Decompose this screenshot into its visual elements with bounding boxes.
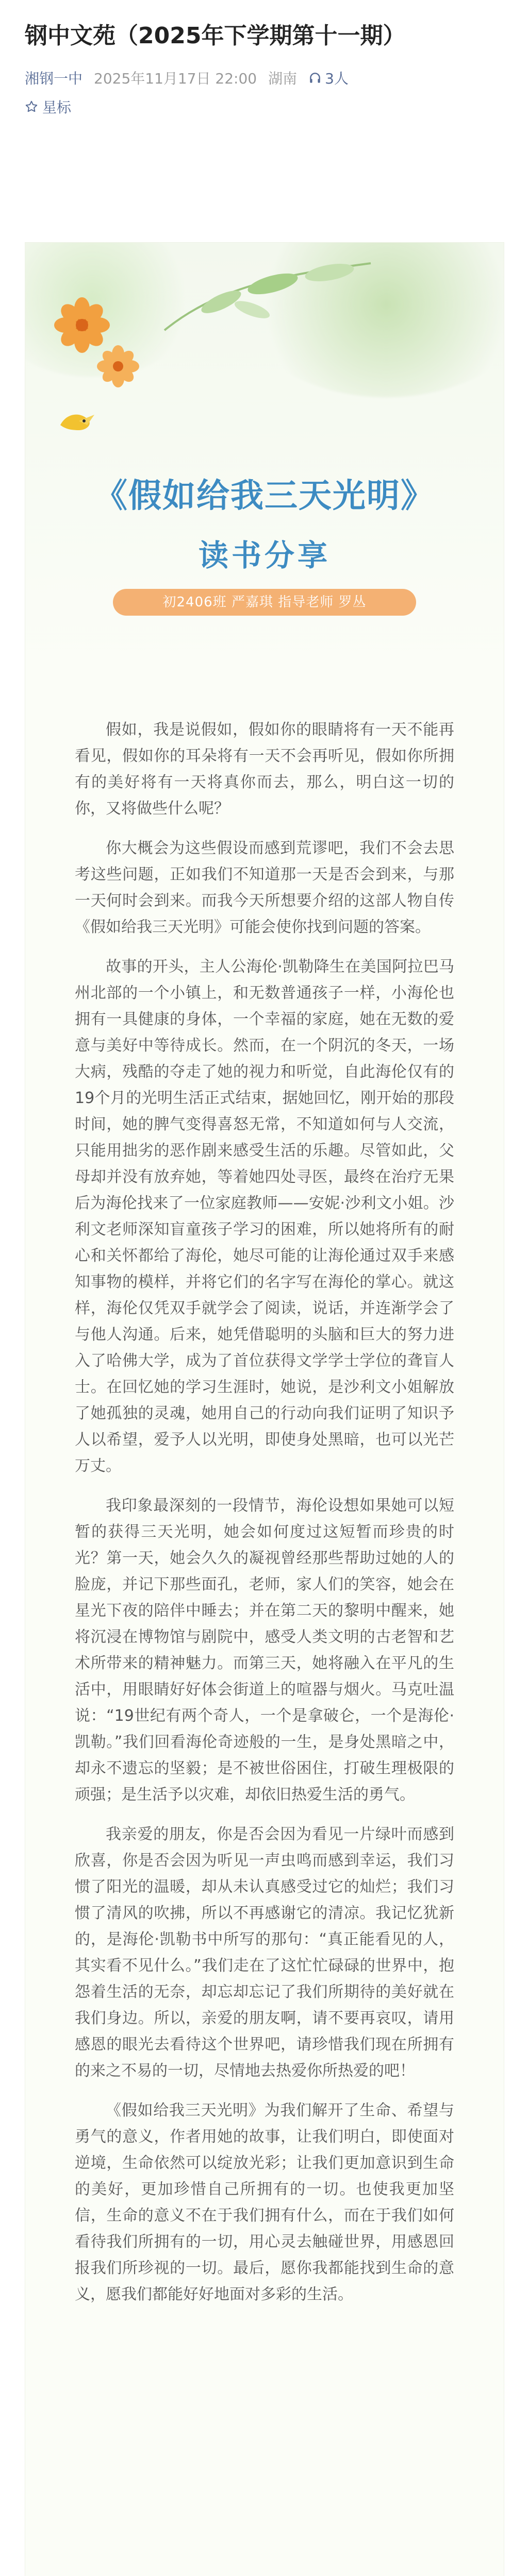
author-byline-pill: 初2406班 严嘉琪 指导老师 罗丛 xyxy=(113,589,416,616)
star-button[interactable] xyxy=(25,96,503,117)
listen-button[interactable] xyxy=(308,67,349,88)
body-paragraph: 我亲爱的朋友，你是否会因为看见一片绿叶而感到欣喜，你是否会因为听见一声虫鸣而感到幸运，我们习惯了阳光的温暖，却从未认真感受过它的灿烂；我们习惯了清风的吹拂，所以不再感谢它的清凉。我记忆犹新的，是海伦·凯勒书中所写的那句：“真正能看见的人，其实看不见什么。”我们走在了这忙忙碌碌的世界中，抱怨着生活的无奈，却忘却忘记了我们所期待的美好就在我们身边。所以，亲爱的朋友啊，请不要再哀叹，请用感恩的眼光去看待这个世界吧，请珍惜我们现在所拥有的来之不易的一切，尽情地去热爱你所热爱的吧！ xyxy=(75,1825,454,2080)
article-title: 钢中文苑（2025年下学期第十一期） xyxy=(25,23,406,49)
body-paragraph: 故事的开头，主人公海伦·凯勒降生在美国阿拉巴马州北部的一个小镇上，和无数普通孩子一样，小海伦也拥有一具健康的身体，一个幸福的家庭，她在无数的爱意与美好中等待成长。然而，在一个阴沉的冬天，一场大病，残酷的夺走了她的视力和听觉，自此海伦仅有的19个月的光明生活正式结束，据她回忆，刚开始的那段时间，她的脾气变得喜怒无常，不知道如何与人交流，只能用拙劣的恶作剧来感受生活的乐趣。尽管如此，父母却并没有放弃她，等着她四处寻医，最终在治疗无果后为海伦找来了一位家庭教师——安妮·沙利文小姐。沙利文老师深知盲童孩子学习的困难，所以她将所有的耐心和关怀都给了海伦，她尽可能的让海伦通过双手来感知事物的模样，并将它们的名字写在海伦的掌心。就这样，海伦仅凭双手就学会了阅读，说话，并连渐学会了与他人沟通。后来，她凭借聪明的头脑和巨大的努力进入了哈佛大学，成为了首位获得文学学士学位的聋盲人士。在回忆她的学习生涯时，她说，是沙利文小姐解放了她孤独的灵魂，她用自己的行动向我们证明了知识予人以希望，爱予人以光明，即使身处黑暗，也可以光芒万丈。 xyxy=(75,958,454,1475)
body-paragraph: 我印象最深刻的一段情节，海伦设想如果她可以短暂的获得三天光明，她会如何度过这短暂而珍贵的时光？第一天，她会久久的凝视曾经那些帮助过她的人的脸庞，并记下那些面孔，老师，家人们的笑容，她会在星光下夜的陪伴中睡去；并在第二天的黎明中醒来，她将沉浸在博物馆与剧院中，感受人类文明的古老智和艺术所带来的精神魅力。而第三天，她将融入在平凡的生活中，用眼睛好好体会街道上的喧器与烟火。马克吐温说：“19世纪有两个奇人，一个是拿破仑，一个是海伦·凯勒。”我们回看海伦奇迹般的一生，是身处黑暗之中，却永不遗忘的坚毅；是不被世俗困住，打破生理极限的顽强；是生活予以灾难，却依旧热爱生活的勇气。 xyxy=(75,1497,454,1804)
article-content-card xyxy=(25,242,504,2576)
headphones-icon xyxy=(308,71,322,84)
publish-datetime: 2025年11月17日 22:00 xyxy=(94,70,257,87)
publish-region: 湖南 xyxy=(268,70,298,87)
listen-count: 3人 xyxy=(325,70,349,87)
body-paragraph: 你大概会为这些假设而感到荒谬吧，我们不会去思考这些问题，正如我们不知道那一天是否会到来，与那一天何时会到来。而我今天所想要介绍的这部人物自传《假如给我三天光明》可能会使你找到问题的答案。 xyxy=(75,839,454,936)
orange-flowers-icon xyxy=(46,289,149,397)
book-subtitle-heading: 读书分享 xyxy=(198,538,331,573)
leaves-illustration xyxy=(159,253,376,335)
star-outline-icon xyxy=(25,100,38,113)
article-meta xyxy=(25,67,503,89)
cover-banner xyxy=(25,243,504,665)
book-title-heading: 《假如给我三天光明》 xyxy=(94,477,435,515)
star-label: 星标 xyxy=(42,99,72,116)
yellow-bird-icon xyxy=(56,408,97,438)
body-paragraph: 《假如给我三天光明》为我们解开了生命、希望与勇气的意义，作者用她的故事，让我们明白，即使面对逆境，生命依然可以绽放光彩；让我们更加意识到生命的美好，更加珍惜自己所拥有的一切。也使我更加坚信，生命的意义不在于我们拥有什么，而在于我们如何看待我们所拥有的一切，用心灵去触碰世界，用感恩回报我们所珍视的一切。最后，愿你我都能找到生命的意义，愿我们都能好好地面对多彩的生活。 xyxy=(75,2102,454,2303)
article-body xyxy=(75,717,454,2321)
body-paragraph: 假如，我是说假如，假如你的眼睛将有一天不能再看见，假如你的耳朵将有一天不会再听见，假如你所拥有的美好将有一天将真你而去，那么，明白这一切的你，又将做些什么呢？ xyxy=(75,721,454,818)
article-header xyxy=(0,0,528,117)
account-name-link[interactable]: 湘钢一中 xyxy=(25,70,83,87)
